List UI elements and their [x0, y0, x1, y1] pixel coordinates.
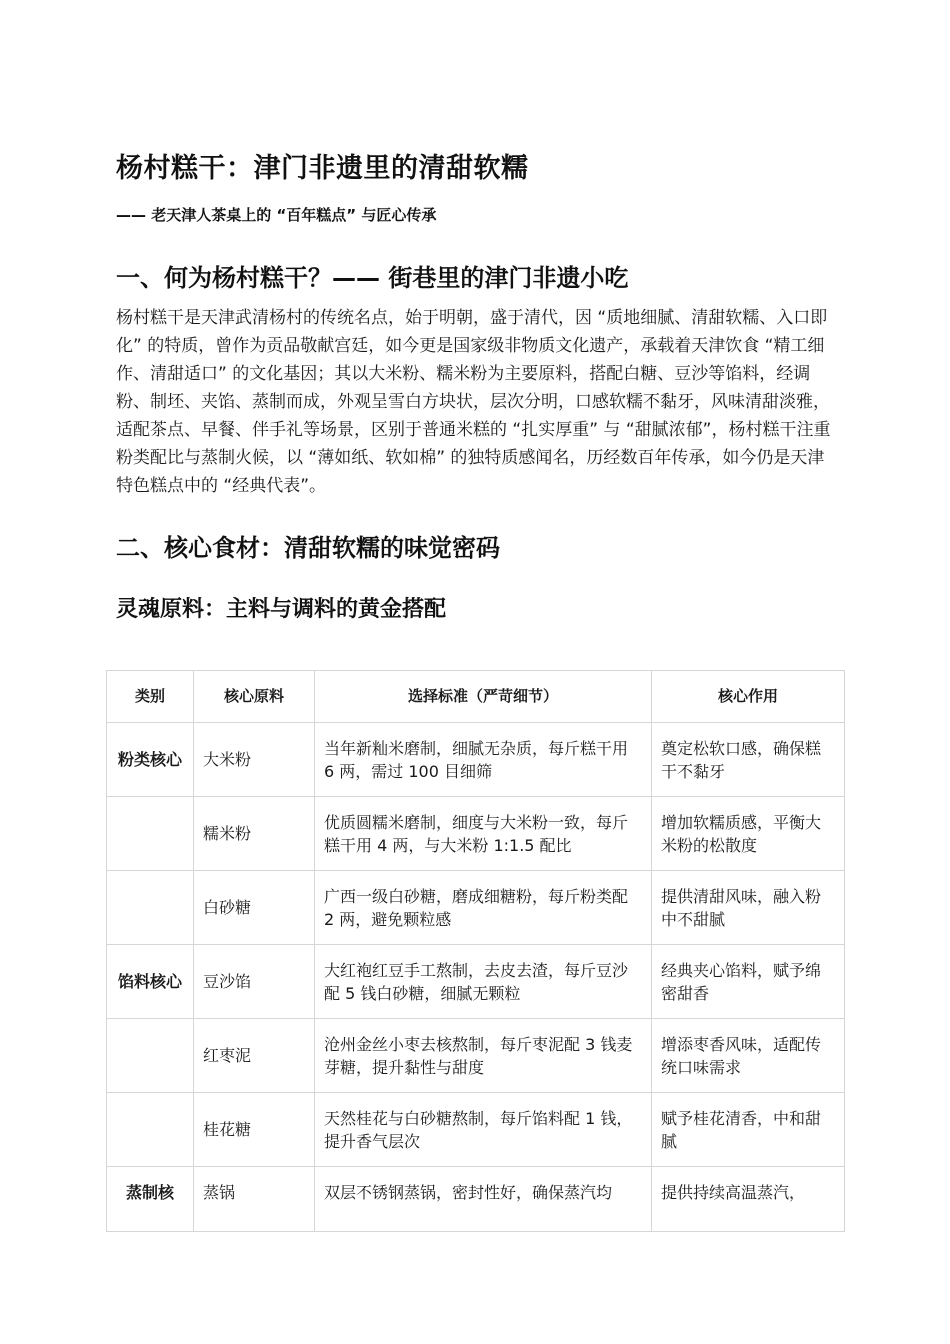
header-material: 核心原料 [194, 671, 315, 723]
table-row [107, 797, 845, 871]
table-row [107, 1093, 845, 1167]
header-standard: 选择标准（严苛细节） [315, 671, 652, 723]
table-row [107, 723, 845, 797]
cell-standard: 双层不锈钢蒸锅，密封性好，确保蒸汽均 [315, 1167, 652, 1232]
header-role: 核心作用 [652, 671, 845, 723]
header-category: 类别 [107, 671, 194, 723]
cell-role: 提供持续高温蒸汽， [652, 1167, 845, 1232]
cell-material: 白砂糖 [194, 871, 315, 945]
cell-standard: 优质圆糯米磨制，细度与大米粉一致，每斤糕干用 4 两，与大米粉 1:1.5 配比 [315, 797, 652, 871]
cell-material: 糯米粉 [194, 797, 315, 871]
cell-category [107, 1019, 194, 1093]
page-subtitle: —— 老天津人茶桌上的 “百年糕点” 与匠心传承 [116, 206, 437, 224]
subsection-heading: 灵魂原料：主料与调料的黄金搭配 [116, 597, 447, 622]
cell-category: 馅料核心 [107, 945, 194, 1019]
cell-category: 粉类核心 [107, 723, 194, 797]
ingredients-table [106, 670, 845, 1232]
cell-category: 蒸制核 [107, 1167, 194, 1232]
cell-category [107, 797, 194, 871]
table-row [107, 1019, 845, 1093]
table-row [107, 945, 845, 1019]
section-heading-2: 二、核心食材：清甜软糯的味觉密码 [116, 534, 500, 562]
cell-category [107, 1093, 194, 1167]
cell-role: 奠定松软口感，确保糕干不黏牙 [652, 723, 845, 797]
table-header-row [107, 671, 845, 723]
cell-role: 提供清甜风味，融入粉中不甜腻 [652, 871, 845, 945]
section-heading-1: 一、何为杨村糕干？—— 街巷里的津门非遗小吃 [116, 264, 629, 292]
cell-standard: 沧州金丝小枣去核熬制，每斤枣泥配 3 钱麦芽糖，提升黏性与甜度 [315, 1019, 652, 1093]
page-title: 杨村糕干：津门非遗里的清甜软糯 [116, 153, 529, 184]
cell-material: 大米粉 [194, 723, 315, 797]
cell-standard: 大红袍红豆手工熬制，去皮去渣，每斤豆沙配 5 钱白砂糖，细腻无颗粒 [315, 945, 652, 1019]
cell-standard: 广西一级白砂糖，磨成细糖粉，每斤粉类配 2 两，避免颗粒感 [315, 871, 652, 945]
table-row [107, 1167, 845, 1232]
cell-material: 红枣泥 [194, 1019, 315, 1093]
cell-standard: 当年新籼米磨制，细腻无杂质，每斤糕干用 6 两，需过 100 目细筛 [315, 723, 652, 797]
cell-material: 蒸锅 [194, 1167, 315, 1232]
cell-material: 桂花糖 [194, 1093, 315, 1167]
cell-material: 豆沙馅 [194, 945, 315, 1019]
cell-role: 增加软糯质感，平衡大米粉的松散度 [652, 797, 845, 871]
cell-role: 增添枣香风味，适配传统口味需求 [652, 1019, 845, 1093]
table-row [107, 871, 845, 945]
cell-standard: 天然桂花与白砂糖熬制，每斤馅料配 1 钱，提升香气层次 [315, 1093, 652, 1167]
intro-paragraph: 杨村糕干是天津武清杨村的传统名点，始于明朝，盛于清代，因 “质地细腻、清甜软糯、入口即化” 的特质，曾作为贡品敬献宫廷，如今更是国家级非物质文化遗产，承载着天津饮食 “精工细作、清甜适口” 的文化基因；其以大米粉、糯米粉为主要原料，搭配白糖、豆沙等馅料，经调粉、制坯、夹馅、蒸制而成，外观呈雪白方块状，层次分明，口感软糯不黏牙，风味清甜淡雅，适配茶点、早餐、伴手礼等场景，区别于普通米糕的 “扎实厚重” 与 “甜腻浓郁”，杨村糕干注重粉类配比与蒸制火候，以 “薄如纸、软如棉” 的独特质感闻名，历经数百年传承，如今仍是天津特色糕点中的 “经典代表”。 [116, 308, 831, 496]
cell-role: 赋予桂花清香，中和甜腻 [652, 1093, 845, 1167]
cell-role: 经典夹心馅料，赋予绵密甜香 [652, 945, 845, 1019]
cell-category [107, 871, 194, 945]
